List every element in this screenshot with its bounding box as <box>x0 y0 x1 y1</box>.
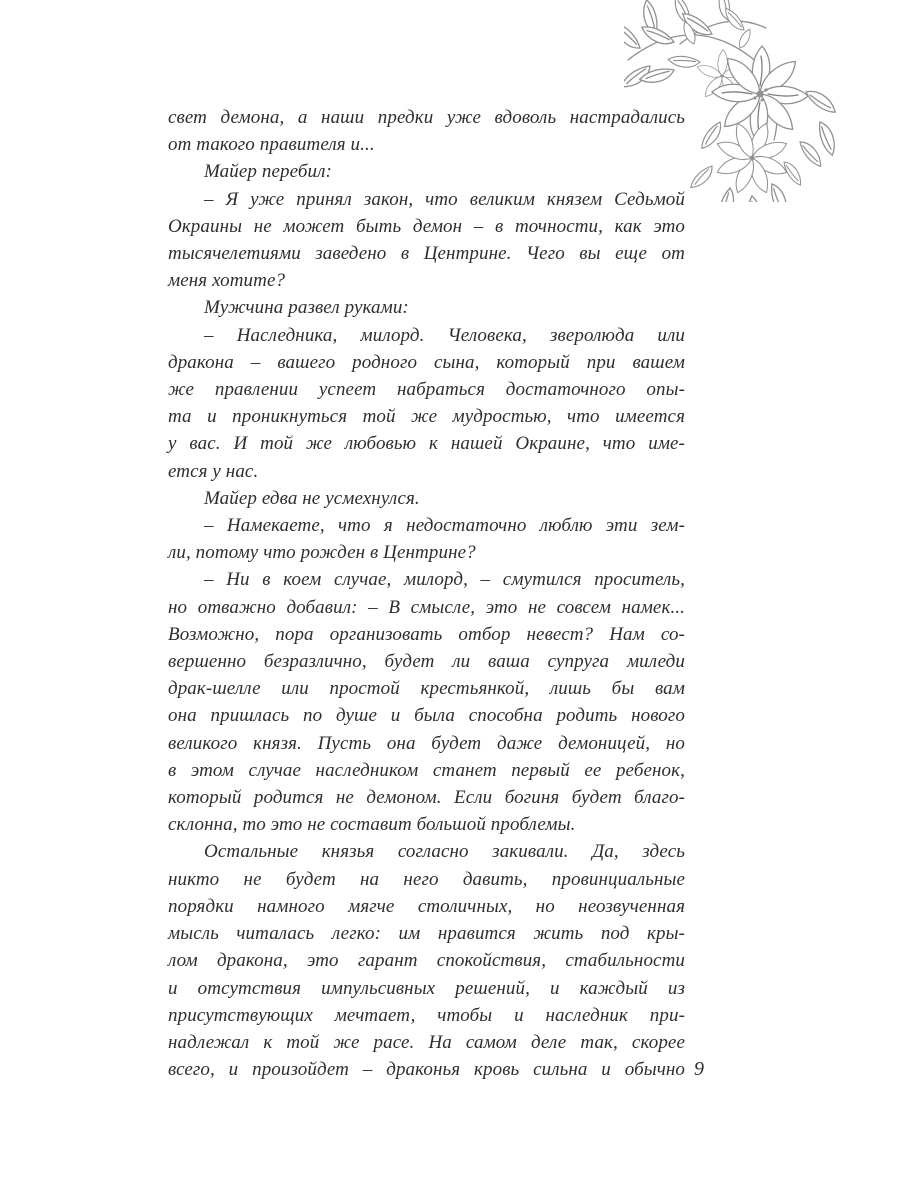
text-line: от такого правителя и... <box>168 134 375 156</box>
text-line: ли, потому что рожден в Центрине? <box>168 542 476 564</box>
paragraph <box>168 158 685 185</box>
text-line: всего, и произойдет – драконья кровь сильна и обычно <box>168 1059 685 1081</box>
text-line: лом дракона, это гарант спокойствия, стабильности <box>168 950 685 972</box>
text-line: тысячелетиями заведено в Центрине. Чего вы еще от <box>168 243 685 265</box>
paragraph <box>168 322 685 485</box>
paragraph <box>168 294 685 321</box>
text-line: – Ни в коем случае, милорд, – смутился проситель, <box>204 569 685 591</box>
text-line: порядки намного мягче столичных, но неозвученная <box>168 895 685 917</box>
text-line: Майер перебил: <box>204 161 332 183</box>
text-line: дракона – вашего родного сына, который при вашем <box>168 351 685 373</box>
text-line: же правлении успеет набраться достаточного опы- <box>168 379 685 401</box>
text-line: склонна, то это не составит большой проблемы. <box>168 814 576 836</box>
text-line: меня хотите? <box>168 270 286 292</box>
text-column <box>168 104 685 1083</box>
paragraph <box>168 186 685 295</box>
text-line: мысль читалась легко: им нравится жить под кры- <box>168 923 685 945</box>
text-line: у вас. И той же любовью к нашей Окраине, что име- <box>168 433 685 455</box>
text-line: и отсутствия импульсивных решений, и каждый из <box>168 977 685 999</box>
text-line: вершенно безразлично, будет ли ваша супруга миледи <box>168 651 685 673</box>
text-line: присутствующих мечтает, чтобы и наследник при- <box>168 1004 685 1026</box>
text-line: свет демона, а наши предки уже вдоволь настрадались <box>168 107 685 128</box>
text-line: который родится не демоном. Если богиня будет благо- <box>168 787 685 809</box>
text-line: она пришлась по душе и была способна родить нового <box>168 705 685 727</box>
page-number: 9 <box>694 1058 704 1080</box>
text-line: в этом случае наследником станет первый ее ребенок, <box>168 759 685 781</box>
text-line: но отважно добавил: – В смысле, это не совсем намек... <box>168 596 685 618</box>
text-line: та и проникнуться той же мудростью, что имеется <box>168 406 685 428</box>
text-line: Окраины не может быть демон – в точности, как это <box>168 215 685 237</box>
paragraph <box>168 838 685 1083</box>
text-line: драк-шелле или простой крестьянкой, лишь бы вам <box>168 678 685 700</box>
text-line: великого князя. Пусть она будет даже демоницей, но <box>168 732 685 754</box>
text-line: – Намекаете, что я недостаточно люблю эти зем- <box>204 515 685 537</box>
text-line: надлежал к той же расе. На самом деле так, скорее <box>168 1031 685 1053</box>
text-line: – Я уже принял закон, что великим князем Седьмой <box>204 188 685 210</box>
paragraph <box>168 104 685 158</box>
text-line: Остальные князья согласно закивали. Да, здесь <box>204 841 685 863</box>
text-line: – Наследника, милорд. Человека, зверолюда или <box>204 324 685 346</box>
text-line: Майер едва не усмехнулся. <box>204 487 420 509</box>
paragraph <box>168 485 685 512</box>
text-line: ется у нас. <box>168 460 259 482</box>
text-line: Мужчина развел руками: <box>204 297 409 319</box>
text-line: Возможно, пора организовать отбор невест? Нам со- <box>168 623 685 645</box>
paragraph <box>168 512 685 566</box>
text-line: никто не будет на него давить, провинциальные <box>168 868 685 890</box>
paragraph <box>168 566 685 838</box>
